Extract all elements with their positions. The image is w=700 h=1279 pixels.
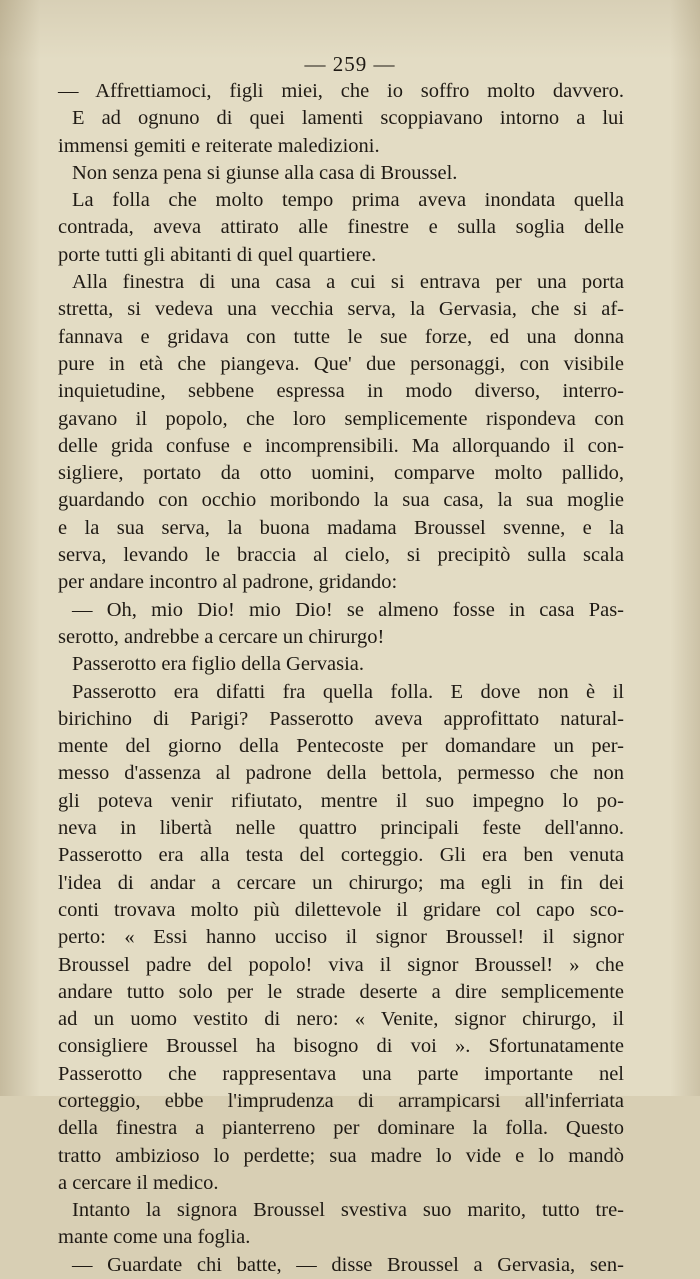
text-line: Broussel padre del popolo! viva il signor Broussel! » che: [58, 953, 624, 976]
text-line: Passerotto era alla testa del corteggio. Gli era ben venuta: [58, 844, 624, 867]
text-line: fannava e gridava con tutte le sue forze, ed una donna: [58, 325, 624, 348]
text-line: E ad ognuno di quei lamenti scoppiavano intorno a lui: [72, 107, 624, 130]
text-line: conti trovava molto più dilettevole il gridare col capo sco-: [58, 898, 624, 921]
text-line: Passerotto era difatti fra quella folla. E dove non è il: [72, 680, 624, 703]
text-line: serotto, andrebbe a cercare un chirurgo!: [58, 625, 385, 648]
text-line: andare tutto solo per le strade deserte a dire semplicemente: [58, 980, 624, 1003]
text-line: a cercare il medico.: [58, 1171, 219, 1194]
text-line: stretta, si vedeva una vecchia serva, la Gervasia, che si af-: [58, 298, 624, 321]
text-line: tratto ambizioso lo perdette; sua madre lo vide e lo mandò: [58, 1144, 624, 1167]
text-line: mante come una foglia.: [58, 1226, 251, 1249]
text-line: — Oh, mio Dio! mio Dio! se almeno fosse in casa Pas-: [72, 598, 624, 621]
text-line: gavano il popolo, che loro semplicemente rispondeva con: [58, 407, 624, 430]
text-line: gli poteva venir rifiutato, mentre il suo impegno lo po-: [58, 789, 624, 812]
text-line: corteggio, ebbe l'imprudenza di arrampicarsi all'inferriata: [58, 1089, 624, 1112]
text-line: inquietudine, sebbene espressa in modo diverso, interro-: [58, 380, 624, 403]
text-line: porte tutti gli abitanti di quel quartiere.: [58, 243, 377, 266]
text-line: guardando con occhio moribondo la sua casa, la sua moglie: [58, 489, 624, 512]
text-line: sigliere, portato da otto uomini, comparve molto pallido,: [58, 462, 624, 485]
text-line: pure in età che piangeva. Que' due personaggi, con visibile: [58, 352, 624, 375]
text-line: neva in libertà nelle quattro principali feste dell'anno.: [58, 817, 624, 840]
text-line: e la sua serva, la buona madama Broussel svenne, e la: [58, 516, 624, 539]
text-line: Passerotto che rappresentava una parte importante nel: [58, 1062, 624, 1085]
text-line: serva, levando le braccia al cielo, si precipitò sulla scala: [58, 544, 624, 567]
text-line: contrada, aveva attirato alle finestre e sulla soglia delle: [58, 216, 624, 239]
text-line: mente del giorno della Pentecoste per domandare un per-: [58, 735, 624, 758]
page-number: — 259 —: [304, 52, 396, 76]
text-line: ad un uomo vestito di nero: « Venite, signor chirurgo, il: [58, 1008, 624, 1031]
text-line: delle grida confuse e incomprensibili. Ma allorquando il con-: [58, 434, 624, 457]
text-line: perto: « Essi hanno ucciso il signor Broussel! il signor: [58, 926, 624, 949]
text-line: — Guardate chi batte, — disse Broussel a Gervasia, sen-: [72, 1253, 624, 1276]
text-line: consigliere Broussel ha bisogno di voi ». Sfortunatamente: [58, 1035, 624, 1058]
text-line: La folla che molto tempo prima aveva inondata quella: [72, 189, 624, 212]
text-line: Intanto la signora Broussel svestiva suo marito, tutto tre-: [72, 1199, 624, 1222]
text-line: della finestra a pianterreno per dominare la folla. Questo: [58, 1117, 624, 1140]
text-line: Alla finestra di una casa a cui si entrava per una porta: [72, 271, 624, 294]
text-line: Passerotto era figlio della Gervasia.: [72, 653, 365, 676]
text-line: immensi gemiti e reiterate maledizioni.: [58, 134, 380, 157]
text-line: Non senza pena si giunse alla casa di Broussel.: [72, 161, 458, 184]
text-line: birichino di Parigi? Passerotto aveva approfittato natural-: [58, 707, 624, 730]
body-text: [58, 78, 624, 1279]
text-line: messo d'assenza al padrone della bettola, permesso che non: [58, 762, 624, 785]
text-line: l'idea di andar a cercare un chirurgo; ma egli in fin dei: [58, 871, 624, 894]
text-line: per andare incontro al padrone, gridando:: [58, 571, 398, 594]
text-line: — Affrettiamoci, figli miei, che io soffro molto davvero.: [58, 80, 624, 102]
